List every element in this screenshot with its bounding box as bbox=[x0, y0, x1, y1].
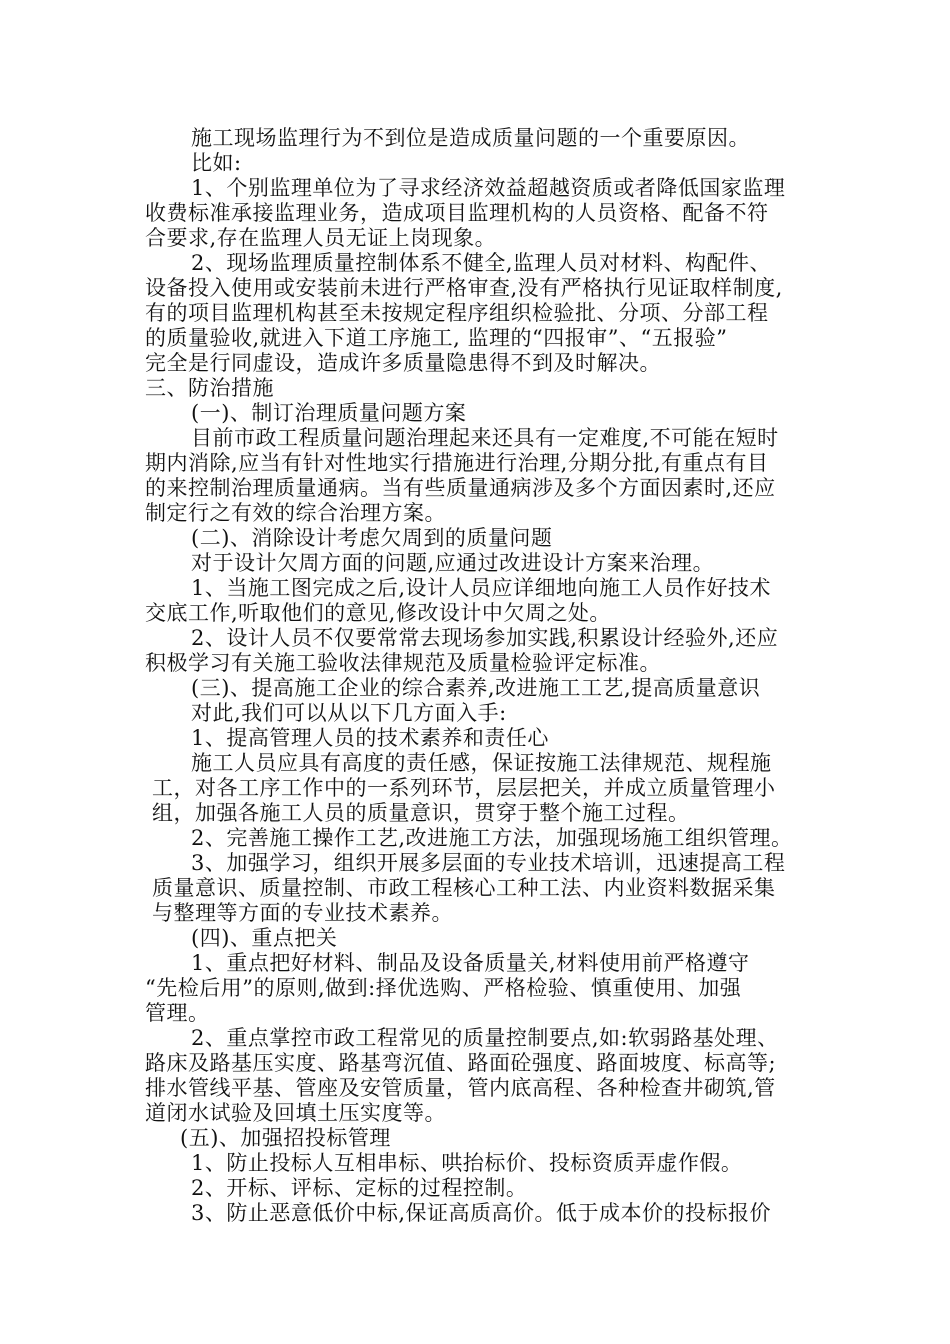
text-line: 1、重点把好材料、制品及设备质量关,材料使用前严格遵守 bbox=[191, 951, 750, 975]
text-line: 道闭水试验及回填土压实度等。 bbox=[145, 1101, 446, 1125]
text-line: 2、开标、评标、定标的过程控制。 bbox=[191, 1176, 528, 1200]
text-line: 完全是行同虚设，造成许多质量隐患得不到及时解决。 bbox=[145, 351, 661, 375]
text-line: 设备投入使用或安装前未进行严格审查,没有严格执行见证取样制度, bbox=[145, 276, 783, 300]
text-line: 组，加强各施工人员的质量意识，贯穿于整个施工过程。 bbox=[152, 801, 690, 825]
text-line: 1、防止投标人互相串标、哄抬标价、投标资质弄虚作假。 bbox=[191, 1151, 743, 1175]
text-line: 3、加强学习，组织开展多层面的专业技术培训，迅速提高工程 bbox=[191, 851, 786, 875]
text-line: 与整理等方面的专业技术素养。 bbox=[152, 901, 453, 925]
text-line: 管理。 bbox=[145, 1001, 210, 1025]
text-line: “先检后用”的原则,做到:择优选购、严格检验、慎重使用、加强 bbox=[145, 976, 742, 1000]
subsection-heading: (一)、制订治理质量问题方案 bbox=[191, 401, 467, 425]
text-line: 对于设计欠周方面的问题,应通过改进设计方案来治理。 bbox=[191, 551, 715, 575]
text-line: 有的项目监理机构甚至未按规定程序组织检验批、分项、分部工程 bbox=[145, 301, 769, 325]
text-line: 积极学习有关施工验收法律规范及质量检验评定标准。 bbox=[145, 651, 661, 675]
text-line: 排水管线平基、管座及安管质量，管内底高程、各种检查井砌筑,管 bbox=[145, 1076, 776, 1100]
text-line: 路床及路基压实度、路基弯沉值、路面砼强度、路面坡度、标高等; bbox=[145, 1051, 777, 1075]
text-line: 2、完善施工操作工艺,改进施工方法，加强现场施工组织管理。 bbox=[191, 826, 793, 850]
subsection-heading: (四)、重点把关 bbox=[191, 926, 338, 950]
text-line: 目前市政工程质量问题治理起来还具有一定难度,不可能在短时 bbox=[191, 426, 779, 450]
text-line: 1、当施工图完成之后,设计人员应详细地向施工人员作好技术 bbox=[191, 576, 772, 600]
text-line: 3、防止恶意低价中标,保证高质高价。低于成本价的投标报价 bbox=[191, 1201, 772, 1225]
text-line: 比如: bbox=[191, 151, 242, 175]
subsection-heading: (五)、加强招投标管理 bbox=[180, 1126, 391, 1150]
text-line: 2、重点掌控市政工程常见的质量控制要点,如:软弱路基处理、 bbox=[191, 1026, 779, 1050]
text-line: 制定行之有效的综合治理方案。 bbox=[145, 501, 446, 525]
text-line: 期内消除,应当有针对性地实行措施进行治理,分期分批,有重点有目 bbox=[145, 451, 769, 475]
text-line: 2、设计人员不仅要常常去现场参加实践,积累设计经验外,还应 bbox=[191, 626, 779, 650]
text-line: 施工人员应具有高度的责任感，保证按施工法律规范、规程施 bbox=[191, 751, 772, 775]
text-line: 质量意识、质量控制、市政工程核心工种工法、内业资料数据采集 bbox=[152, 876, 776, 900]
text-line: 工，对各工序工作中的一系列环节，层层把关，并成立质量管理小 bbox=[152, 776, 776, 800]
text-line: 收费标准承接监理业务，造成项目监理机构的人员资格、配备不符 bbox=[145, 201, 769, 225]
text-line: 1、个别监理单位为了寻求经济效益超越资质或者降低国家监理 bbox=[191, 176, 786, 200]
text-line: 的来控制治理质量通病。当有些质量通病涉及多个方面因素时,还应 bbox=[145, 476, 776, 500]
text-line: 施工现场监理行为不到位是造成质量问题的一个重要原因。 bbox=[191, 126, 750, 150]
text-line: 的质量验收,就进入下道工序施工, 监理的“四报审”、“五报验” bbox=[145, 326, 728, 350]
text-line: 对此,我们可以从以下几方面入手: bbox=[191, 701, 507, 725]
text-line: 2、现场监理质量控制体系不健全,监理人员对材料、构配件、 bbox=[191, 251, 772, 275]
text-line: 1、提高管理人员的技术素养和责任心 bbox=[191, 726, 549, 750]
section-heading: 三、防治措施 bbox=[145, 376, 274, 400]
subsection-heading: (二)、消除设计考虑欠周到的质量问题 bbox=[191, 526, 553, 550]
text-line: 合要求,存在监理人员无证上岗现象。 bbox=[145, 226, 497, 250]
text-line: 交底工作,听取他们的意见,修改设计中欠周之处。 bbox=[145, 601, 611, 625]
subsection-heading: (三)、提高施工企业的综合素养,改进施工工艺,提高质量意识 bbox=[191, 676, 761, 700]
